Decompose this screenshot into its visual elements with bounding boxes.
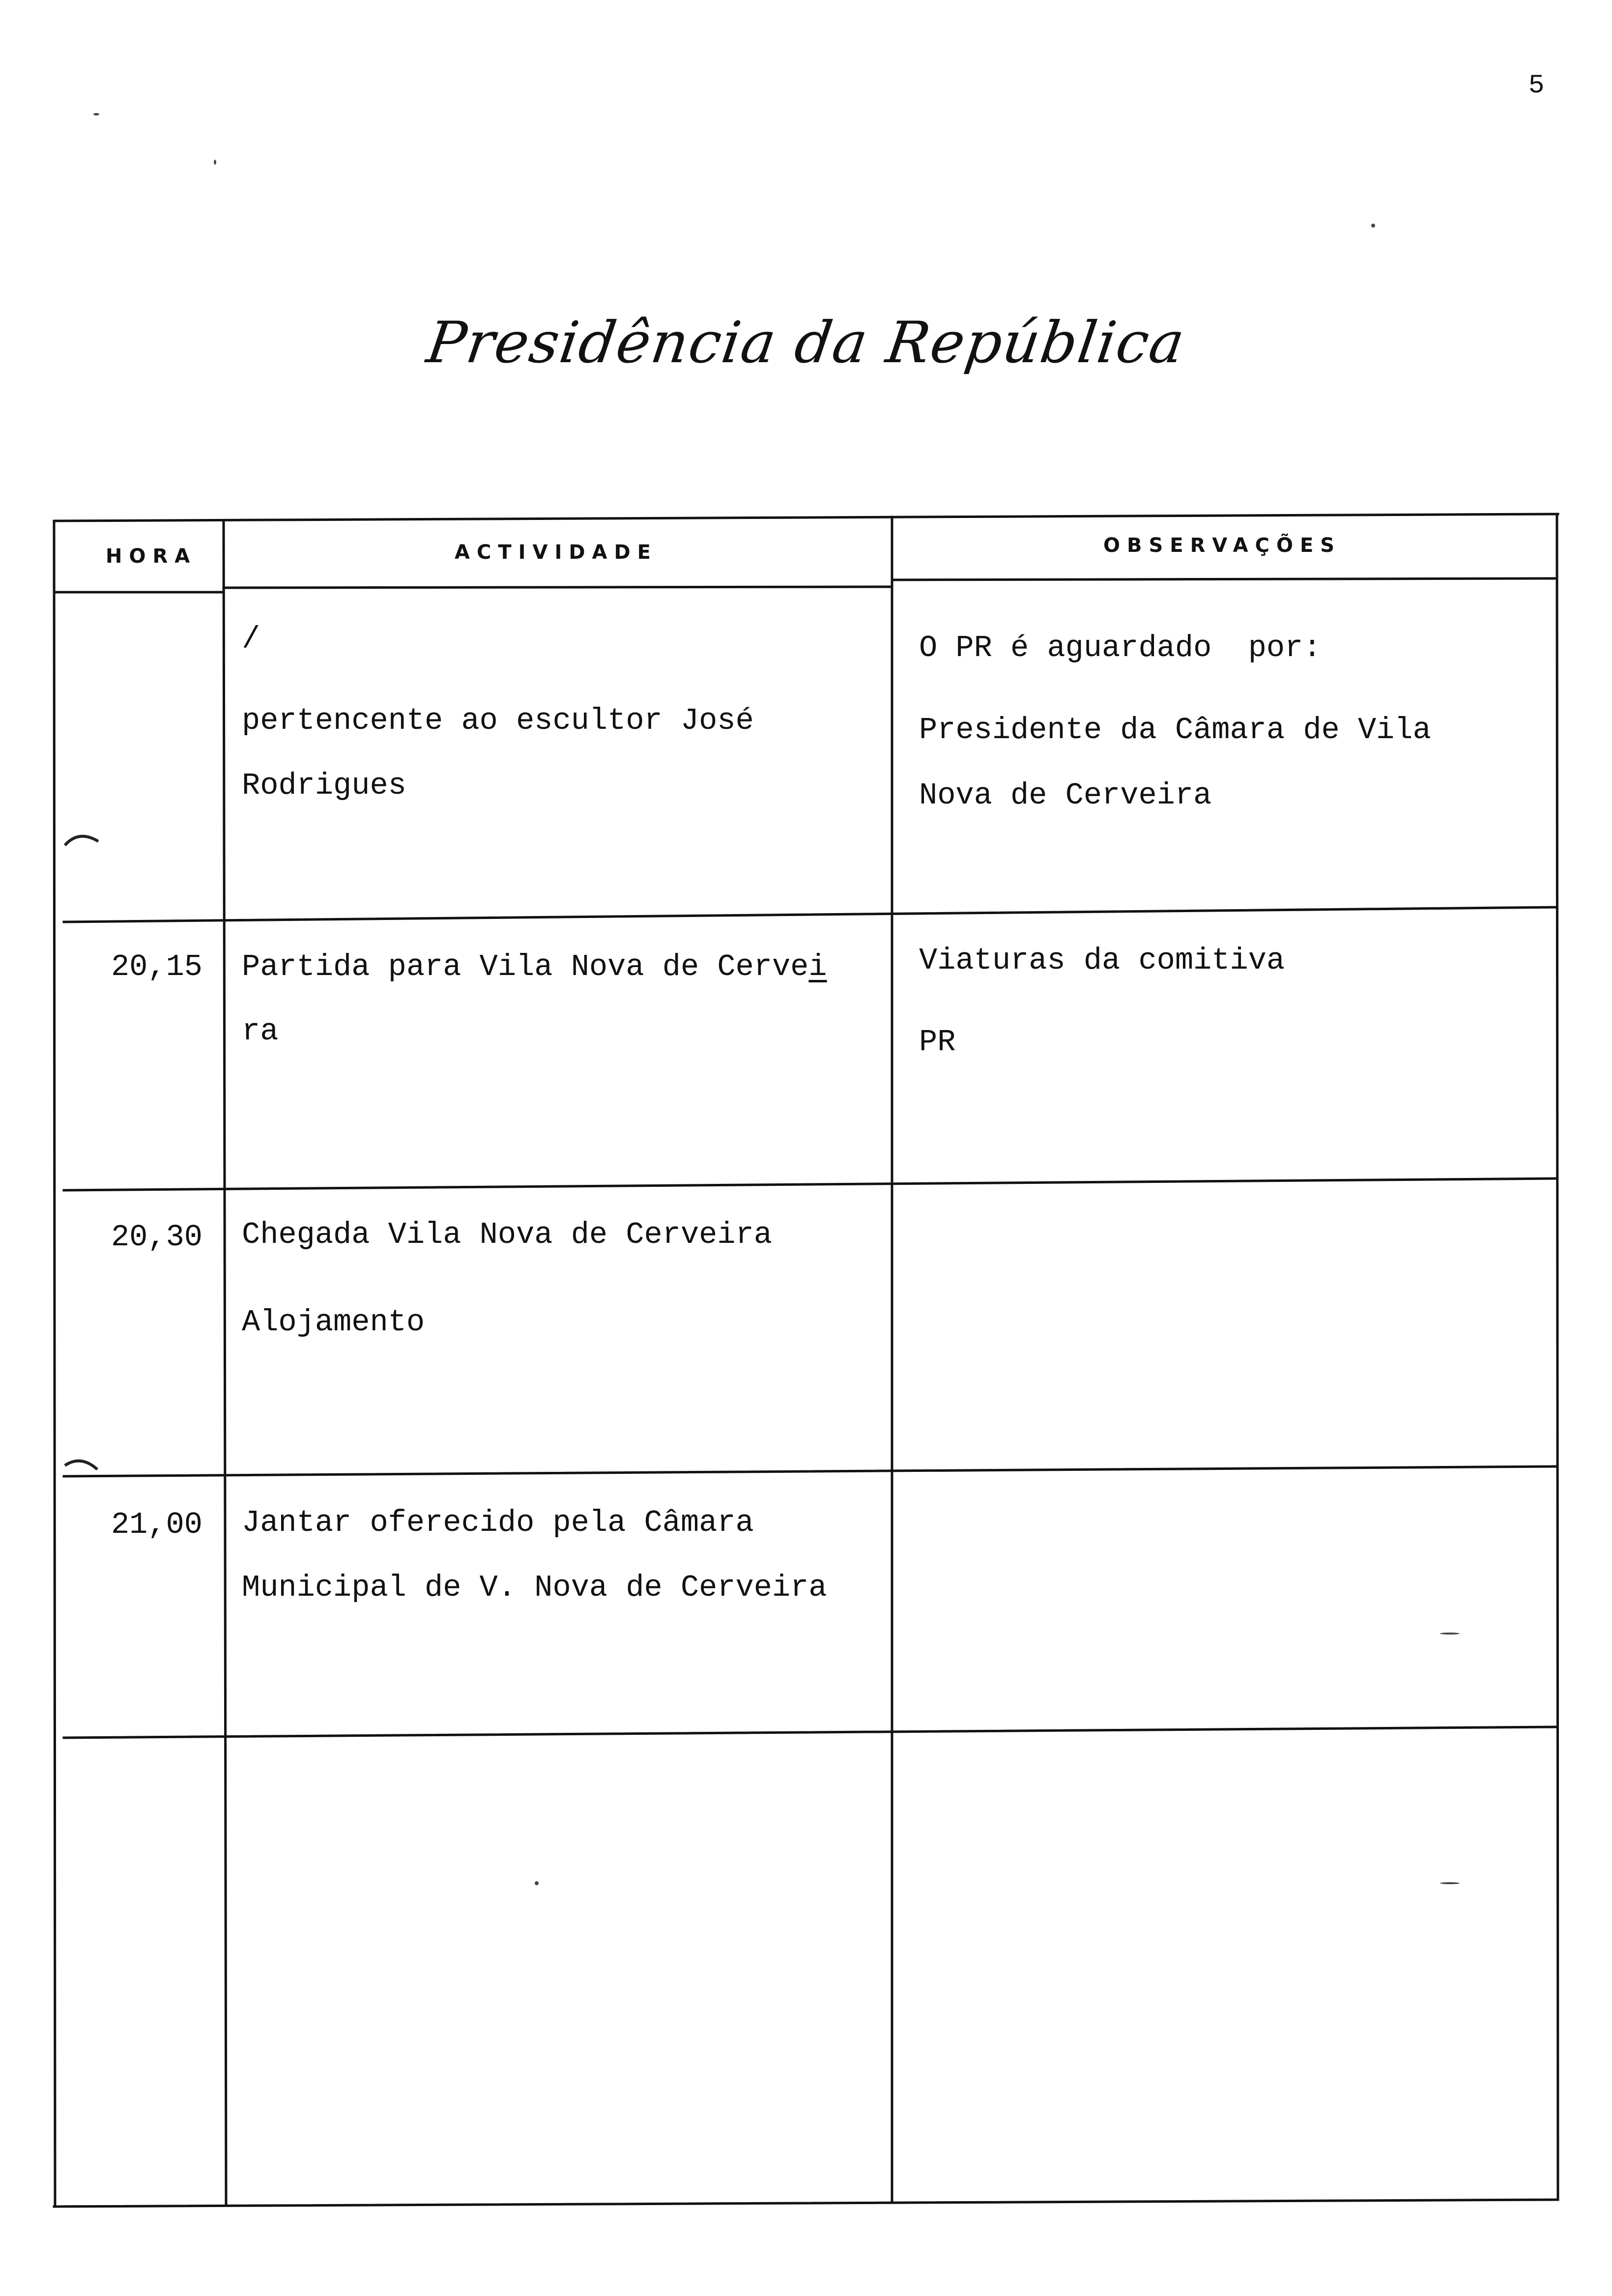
header-observacoes: OBSERVAÇÕES [1103,534,1342,557]
row-3-actividade-line-2: Alojamento [242,1305,425,1340]
row-divider-1 [64,907,1557,922]
row-4-actividade-line-2: Municipal de V. Nova de Cerveira [242,1570,827,1605]
header-divider-observacoes [892,578,1557,580]
row-1-observacoes-line-2: Presidente da Câmara de Vila [919,713,1431,747]
row-1-observacoes-line-3: Nova de Cerveira [919,778,1212,813]
row-2-actividade-line-1-underlined: i [808,949,827,984]
scan-speck [1371,224,1375,228]
row-2-actividade-line-2: ra [242,1014,279,1049]
page-number: 5 [1528,71,1545,101]
punch-hole-mark-top [65,836,98,845]
row-2-observacoes-line-2: PR [919,1025,956,1060]
row-4-actividade-line-1: Jantar oferecido pela Câmara [242,1505,754,1540]
row-1-actividade-line-2: pertencente ao escultor José [242,703,754,738]
row-3-actividade-line-1: Chegada Vila Nova de Cerveira [242,1217,772,1252]
scan-speck [1440,1882,1460,1884]
row-2-observacoes-line-1: Viaturas da comitiva [919,943,1285,978]
row-1-observacoes-line-1: O PR é aguardado por: [919,631,1322,665]
row-4-hora: 21,00 [111,1507,202,1542]
row-2-hora: 20,15 [111,949,202,984]
scan-speck [535,1881,539,1885]
header-divider-actividade [224,587,892,588]
row-divider-4 [64,1727,1557,1738]
scan-speck [93,113,99,115]
row-divider-2 [64,1178,1557,1190]
header-actividade: ACTIVIDADE [455,541,658,564]
punch-hole-mark-bottom [65,1461,97,1469]
row-3-hora: 20,30 [111,1220,202,1255]
row-1-actividade-line-3: Rodrigues [242,768,406,803]
row-2-actividade-line-1 [242,949,827,984]
scan-speck [214,160,216,165]
scan-speck [1440,1633,1460,1635]
row-2-actividade-line-1-text: Partida para Vila Nova de Cerve [242,949,809,984]
letterhead: Presidência da República [423,310,1189,376]
table-left-border [54,521,55,2207]
row-divider-3 [64,1466,1557,1476]
row-1-actividade-line-1: / [242,622,260,657]
table-top-border [54,514,1558,521]
table-bottom-border [54,2200,1558,2207]
header-hora: HORA [106,545,197,568]
table-right-border [1557,514,1558,2200]
column-divider-hora [224,521,226,2206]
